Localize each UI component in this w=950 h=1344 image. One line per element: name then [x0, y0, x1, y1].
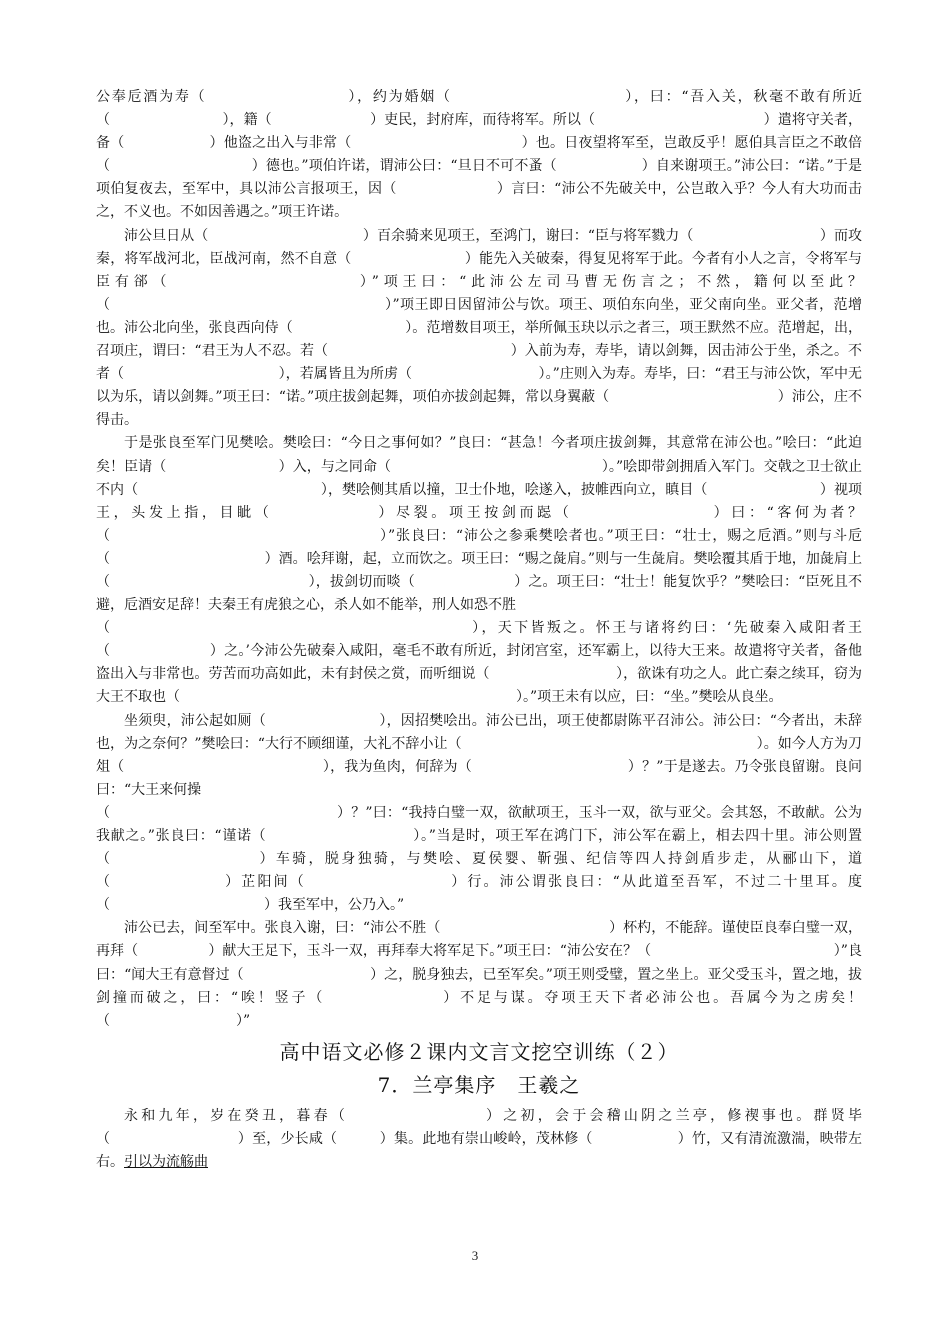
- paragraph: （ ）？”曰：“我持白璧一双，欲献项王，玉斗一双，欲与亚父。会其怒，不敢献。公为我献之。”张良曰：“谨诺（ ）。”当是时，项王军在鸿门下，沛公军在霸上，相去四十里。沛公则置（ ）车骑，脱身独骑，与樊哙、夏侯婴、靳强、纪信等四人持剑盾步走，从郦山下，道（ ）芷阳间（ ）行。沛公谓张良曰：“从此道至吾军，不过二十里耳。度（ ）我至军中，公乃入。”: [96, 804, 862, 914]
- paragraph: [96, 1105, 862, 1174]
- paragraph: 沛公旦日从（ ）百余骑来见项王，至鸿门，谢曰：“臣与将军戮力（ ）而攻秦，将军战河北，臣战河南，然不自意（ ）能先入关破秦，得复见将军于此。今者有小人之言，令将军与臣有郤（ ）”项王曰：“此沛公左司马曹无伤言之；不然，籍何以至此？（ ）”项王即日因留沛公与饮。项王、项伯东向坐，亚父南向坐。亚父者，范增也。沛公北向坐，张良西向侍（ ）。范增数目项王，举所佩玉玦以示之者三，项王默然不应。范增起，出，召项庄，谓曰：“君王为人不忍。若（ ）入前为寿，寿毕，请以剑舞，因击沛公于坐，杀之。不者（ ），若属皆且为所虏（ ）。”庄则入为寿。寿毕，曰：“君王与沛公饮，军中无以为乐，请以剑舞。”项王曰：“诺。”项庄拔剑起舞，项伯亦拔剑起舞，常以身翼蔽（ ）沛公，庄不得击。: [96, 227, 862, 429]
- paragraph: 公奉卮酒为寿（ ），约为婚姻（ ），曰：“吾入关，秋毫不敢有所近（ ），籍（ ）吏民，封府库，而待将军。所以（ ）遣将守关者，备（ ）他盗之出入与非常（ ）也。日夜望将军至，岂敢反乎！愿伯具言臣之不敢倍（ ）德也。”项伯许诺，谓沛公曰：“旦日不可不蚤（ ）自来谢项王。”沛公曰：“诺。”于是项伯复夜去，至军中，具以沛公言报项王，因（ ）言曰：“沛公不先破关中，公岂敢入乎？今人有大功而击之，不义也。不如因善遇之。”项王许诺。: [96, 89, 862, 221]
- paragraph: 于是张良至军门见樊哙。樊哙曰：“今日之事何如？”良曰：“甚急！今者项庄拔剑舞，其意常在沛公也。”哙曰：“此迫矣！臣请（ ）入，与之同命（ ）。”哙即带剑拥盾入军门。交戟之卫士欲止不内（ ），樊哙侧其盾以撞，卫士仆地，哙遂入，披帷西向立，瞋目（ ）视项王，头发上指，目眦（ ）尽裂。项王按剑而跽（ ）曰：“客何为者？（ ）”张良曰：“沛公之参乘樊哙者也。”项王曰：“壮士，赐之卮酒。”则与斗卮（ ）酒。哙拜谢，起，立而饮之。项王曰：“赐之彘肩。”则与一生彘肩。樊哙覆其盾于地，加彘肩上（ ），拔剑切而啖（ ）之。项王曰：“壮士！能复饮乎？”樊哙曰：“臣死且不避，卮酒安足辞！夫秦王有虎狼之心，杀人如不能举，刑人如恐不胜: [96, 435, 862, 614]
- underlined-text: 引以为流觞曲: [124, 1154, 208, 1171]
- lesson-title: 7．兰亭集序 王羲之: [377, 1072, 581, 1097]
- document-body: [96, 86, 862, 1174]
- section-title: 高中语文必修２课内文言文挖空训练（２）: [279, 1039, 679, 1064]
- paragraph-text: 永和九年，岁在癸丑，暮春（ ）之初，会于会稽山阴之兰亭，修禊事也。群贤毕（ ）至，少长咸（ ）集。此地有崇山峻岭，茂林修（ ）竹，又有清流激湍，映带左右。: [96, 1107, 862, 1171]
- paragraph: （ ），天下皆叛之。怀王与诸将约曰：‘先破秦入咸阳者王（ ）之。’今沛公先破秦入咸阳，毫毛不敢有所近，封闭宫室，还军霸上，以待大王来。故遣将守关者，备他盗出入与非常也。劳苦而功高如此，未有封侯之赏，而听细说（ ），欲诛有功之人。此亡秦之续耳，窃为大王不取也（ ）。”项王未有以应，曰：“坐。”樊哙从良坐。: [96, 620, 862, 706]
- paragraph: 坐须臾，沛公起如厕（ ），因招樊哙出。沛公已出，项王使都尉陈平召沛公。沛公曰：“今者出，未辞也，为之奈何？”樊哙曰：“大行不顾细谨，大礼不辞小让（ ）。如今人方为刀俎（ ），我为鱼肉，何辞为（ ）？”于是遂去。乃令张良留谢。良问曰：“大王来何操: [96, 712, 862, 798]
- paragraph: 沛公已去，间至军中。张良入谢，曰：“沛公不胜（ ）杯杓，不能辞。谨使臣良奉白璧一双，再拜（ ）献大王足下，玉斗一双，再拜奉大将军足下。”项王曰：“沛公安在？（ ）”良曰：“闻大王有意督过（ ）之，脱身独去，已至军矣。”项王则受璧，置之坐上。亚父受玉斗，置之地，拔剑撞而破之，曰：“唉！竖子（ ）不足与谋。夺项王天下者必沛公也。吾属今为之虏矣！（ ）”: [96, 920, 862, 1029]
- page-number: 3: [471, 1248, 479, 1263]
